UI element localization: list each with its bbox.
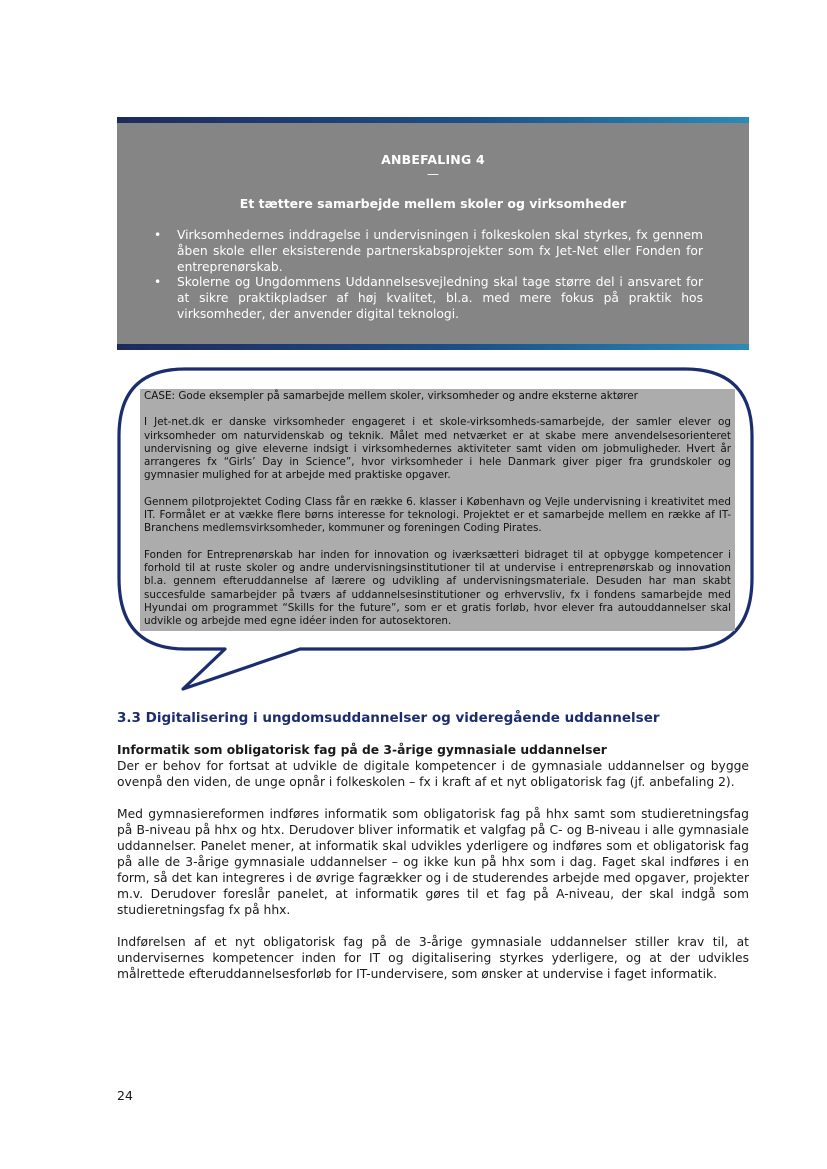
section-subheading: Informatik som obligatorisk fag på de 3-årige gymnasiale uddannelser <box>117 743 607 757</box>
case-paragraph: Gennem pilotprojektet Coding Class får en række 6. klasser i København og Vejle undervisning i kreativitet med IT. Formålet er at vække flere børns interesse for teknologi. Projektet er et samarbejde mellem en række af IT-Branchens medlemsvirksomheder, kommuner og foreningen Coding Pirates. <box>144 495 731 535</box>
section-body <box>117 742 749 998</box>
recommendation-subtitle: Et tættere samarbejde mellem skoler og virksomheder <box>239 196 627 211</box>
recommendation-bullet-text: Skolerne og Ungdommens Uddannelsesvejledning skal tage større del i ansvaret for at sikre praktikpladser af høj kvalitet, bl.a. med mere fokus på praktik hos virksomheder, der anvender digital teknologi. <box>177 275 703 321</box>
recommendation-bullet-text: Virksomhedernes inddragelse i undervisningen i folkeskolen skal styrkes, fx gennem åben skole eller eksisterende partnerskabsprojekter som fx Jet-Net eller Fonden for entreprenørskab. <box>177 228 703 274</box>
page-number: 24 <box>117 1088 133 1103</box>
bullet-icon: • <box>154 275 162 290</box>
case-title: CASE: Gode eksempler på samarbejde mellem skoler, virksomheder og andre eksterne aktører <box>144 390 638 402</box>
recommendation-title: ANBEFALING 4 <box>381 152 485 167</box>
case-paragraph: Fonden for Entreprenørskab har inden for innovation og iværksætteri bidraget til at opbygge kompetencer i forhold til at ruste skoler og andre undervisningsinstitutioner til at undervise i entreprenørskab og innovation bl.a. gennem efteruddannelse af lærere og udvikling af undervisningsmateriale. Desuden har man skabt succesfulde samarbejder på tværs af uddannelsesinstitutioner og erhvervsliv, fx i fondens samarbejde med Hyundai om programmet “Skills for the future”, som er et gratis forløb, hvor elever fra autouddannelser skal udvikle og arbejde med egne idéer inden for autosektoren. <box>144 548 731 628</box>
case-box <box>140 389 735 631</box>
body-paragraph: Der er behov for fortsat at udvikle de digitale kompetencer i de gymnasiale uddannelser og bygge ovenpå den viden, de unge opnår i folkeskolen – fx i kraft af et nyt obligatorisk fag (jf. anbefaling 2). <box>117 759 749 789</box>
body-paragraph: Indførelsen af et nyt obligatorisk fag på de 3-årige gymnasiale uddannelser stiller krav til, at undervisernes kompetencer inden for IT og digitalisering styrkes yderligere, og at der udvikles målrettede efteruddannelsesforløb for IT-undervisere, som ønsker at undervise i faget informatik. <box>117 935 749 981</box>
body-paragraph: Med gymnasiereformen indføres informatik som obligatorisk fag på hhx samt som studieretningsfag på B-niveau på hhx og htx. Derudover bliver informatik et valgfag på C- og B-niveau i alle gymnasiale uddannelser. Panelet mener, at informatik skal udvikles yderligere og indføres som et obligatorisk fag på alle de 3-årige gymnasiale uddannelser – og ikke kun på hhx som i dag. Faget skal indføres i en form, så det kan integreres i de øvrige fagrækker og i de studerendes arbejde med opgaver, projekter m.v. Derudover foreslår panelet, at informatik gøres til et fag på A-niveau, der skal indgå som studieretningsfag fx på hhx. <box>117 807 749 917</box>
bullet-icon: • <box>154 228 162 242</box>
case-paragraph: I Jet-net.dk er danske virksomheder engageret i et skole-virksomheds-samarbejde, der samler elever og virksomheder om naturvidenskab og teknik. Målet med netværket er at skabe mere anvendelsesorienteret undervisning og give eleverne indsigt i virksomhedernes aktiviteter samt viden om jobmuligheder. Hvert år arrangeres fx “Girls’ Day in Science”, hvor virksomheder i hele Danmark giver piger fra grundskoler og gymnasier mulighed for at arbejde med praktiske opgaver. <box>144 416 731 482</box>
section-heading: 3.3 Digitalisering i ungdomsuddannelser og videregående uddannelser <box>117 710 660 726</box>
recommendation-dash: — <box>427 167 439 181</box>
